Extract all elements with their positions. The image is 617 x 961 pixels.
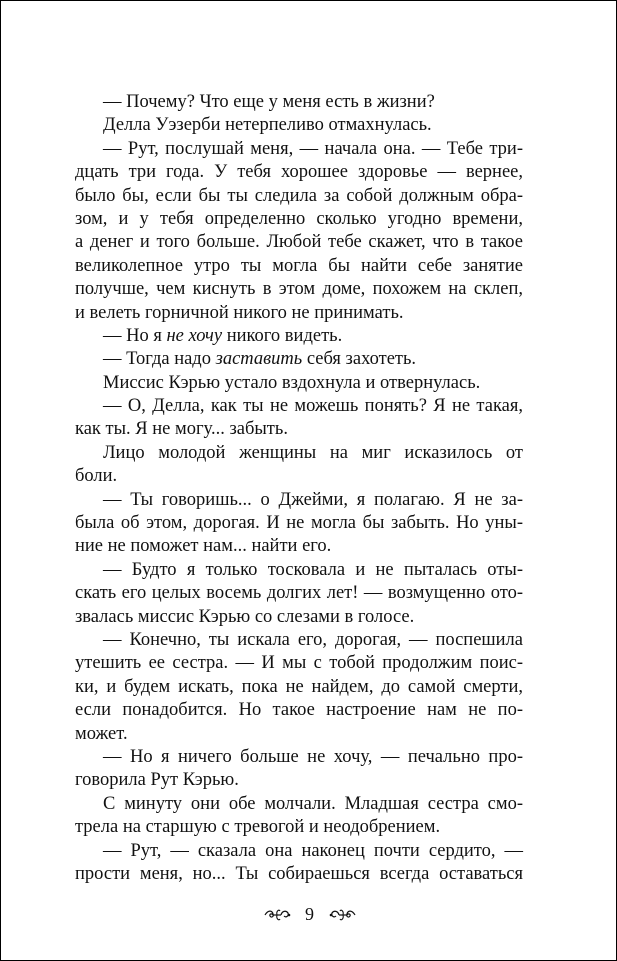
ornament-left-icon [263, 907, 291, 923]
text-segment: никого видеть. [222, 325, 343, 346]
text-line: может. [75, 723, 128, 744]
text-line: Миссис Кэрью устало вздохнула и отвернулась. [103, 372, 481, 393]
text-line: утешить ее сестра. — И мы с тобой продолжим поис- [75, 653, 523, 674]
text-line: прости меня, но... Ты собираешься всегда оставаться [75, 863, 523, 884]
text-line: а денег и того больше. Любой тебе скажет, что в такое [75, 232, 523, 253]
text-line: и велеть горничной никого не принимать. [75, 302, 404, 323]
text-line: получше, чем киснуть в этом доме, похожем на склеп, [75, 279, 523, 300]
text-line: — О, Делла, как ты не можешь понять? Я не такая, [103, 396, 523, 417]
page-footer [1, 903, 617, 925]
text-line: — Будто я только тосковала и не пыталась оты- [103, 559, 523, 580]
text-line: — Ты говоришь... о Джейми, я полагаю. Я не за- [103, 489, 523, 510]
text-segment: — Тогда надо [103, 349, 216, 370]
text-line: было бы, если бы ты следила за собой должным обра- [75, 185, 523, 206]
text-line: ки, и будем искать, пока не найдем, до самой смерти, [75, 676, 523, 697]
text-line: звалась миссис Кэрью со слезами в голосе. [75, 606, 415, 627]
text-line [75, 348, 523, 371]
text-line: была об этом, дорогая. И не могла бы забыть. Но уны- [75, 513, 523, 534]
page-number: 9 [305, 904, 314, 925]
emphasis-text: не хочу [166, 325, 223, 346]
body-text [75, 91, 523, 886]
text-line: — Рут, — сказала она наконец почти сердито, — [103, 840, 523, 861]
text-line: если понадобится. Но такое настроение нам не по- [75, 700, 523, 721]
text-line: дцать три года. У тебя хорошее здоровье — вернее, [75, 162, 523, 183]
emphasis-text: заставить [215, 349, 303, 370]
text-line: боли. [75, 466, 118, 487]
text-line: — Но я ничего больше не хочу, — печально про- [103, 746, 523, 767]
text-line: — Конечно, ты искала его, дорогая, — поспешила [103, 629, 523, 650]
text-line: говорила Рут Кэрью. [75, 770, 239, 791]
text-line: скать его целых восемь долгих лет! — возмущенно ото- [75, 583, 523, 604]
text-line: как ты. Я не могу... забыть. [75, 419, 288, 440]
text-line: — Рут, послушай меня, — начала она. — Тебе три- [103, 138, 523, 159]
text-line: великолепное утро ты могла бы найти себе занятие [75, 255, 523, 276]
text-line: зом, и у тебя определенно сколько угодно времени, [75, 208, 523, 229]
text-line: Лицо молодой женщины на миг исказилось от [103, 442, 523, 463]
text-line: ние не поможет нам... найти его. [75, 536, 332, 557]
text-line [75, 325, 523, 348]
ornament-right-icon [329, 907, 357, 923]
text-segment: себя захотеть. [302, 349, 417, 370]
text-line: Делла Уэзерби нетерпеливо отмахнулась. [103, 115, 432, 136]
text-line: трела на старшую с тревогой и неодобрением. [75, 817, 441, 838]
text-segment: — Но я [103, 325, 167, 346]
text-line: С минуту они обе молчали. Младшая сестра смо- [103, 793, 523, 814]
text-line: — Почему? Что еще у меня есть в жизни? [103, 92, 435, 112]
